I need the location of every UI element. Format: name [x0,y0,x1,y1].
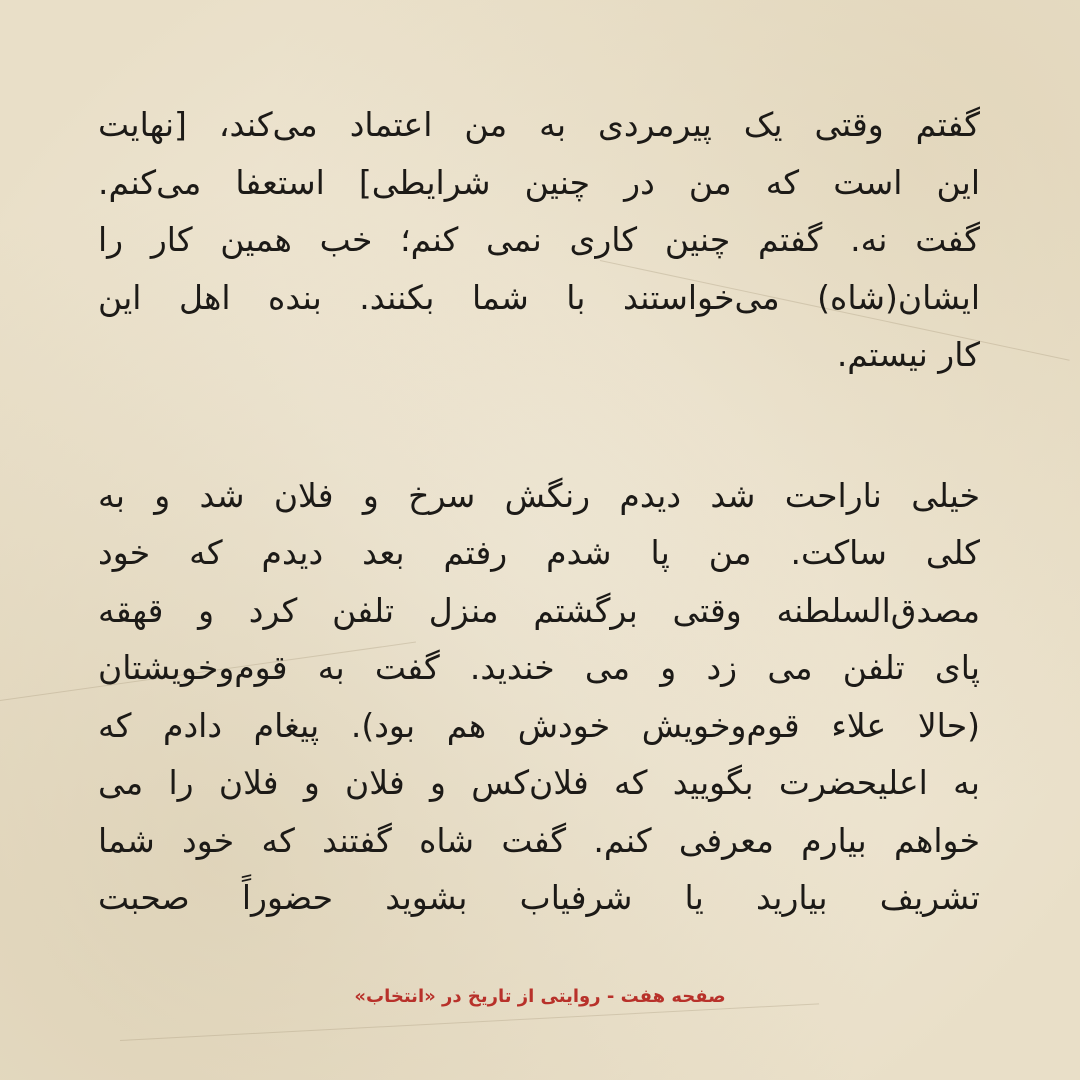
text-line: به اعلیحضرت بگویید که فلان‌کس و فلان و فلان را می [98,763,980,802]
text-line: گفت نه. گفتم چنین کاری نمی کنم؛ خب همین کار را [98,220,980,259]
text-line: تشریف بیارید یا شرفیاب بشوید حضوراً صحبت [98,878,980,917]
paragraph-2 [98,467,980,927]
text-line: خواهم بیارم معرفی کنم. گفت شاه گفتند که خود شما [98,820,980,860]
text-line: کار نیستم. [836,335,980,374]
text-line: (حالا علاء قوم‌وخویش خودش هم بود). پیغام دادم که [98,705,980,745]
text-line: ایشان(شاه) می‌خواستند با شما بکنند. بنده اهل این [98,277,980,317]
text-line: این است که من در چنین شرایطی] استعفا می‌کنم. [98,162,980,202]
text-line: کلی ساکت. من پا شدم رفتم بعد دیدم که خود [98,533,980,572]
paragraph-1 [98,96,980,384]
text-line: مصدق‌السلطنه وقتی برگشتم منزل تلفن کرد و قهقه [98,590,980,630]
text-line: پای تلفن می زد و می خندید. گفت به قوم‌وخویشتان [98,648,980,687]
page-footer: صفحه هفت - روایتی از تاریخ در «انتخاب» [354,986,726,1007]
text-line: گفتم وقتی یک پیرمردی به من اعتماد می‌کند، [نهایت [98,105,980,144]
document-body [98,96,980,927]
text-line: خیلی ناراحت شد دیدم رنگش سرخ و فلان شد و به [98,475,980,515]
paper-crack [120,1003,819,1041]
